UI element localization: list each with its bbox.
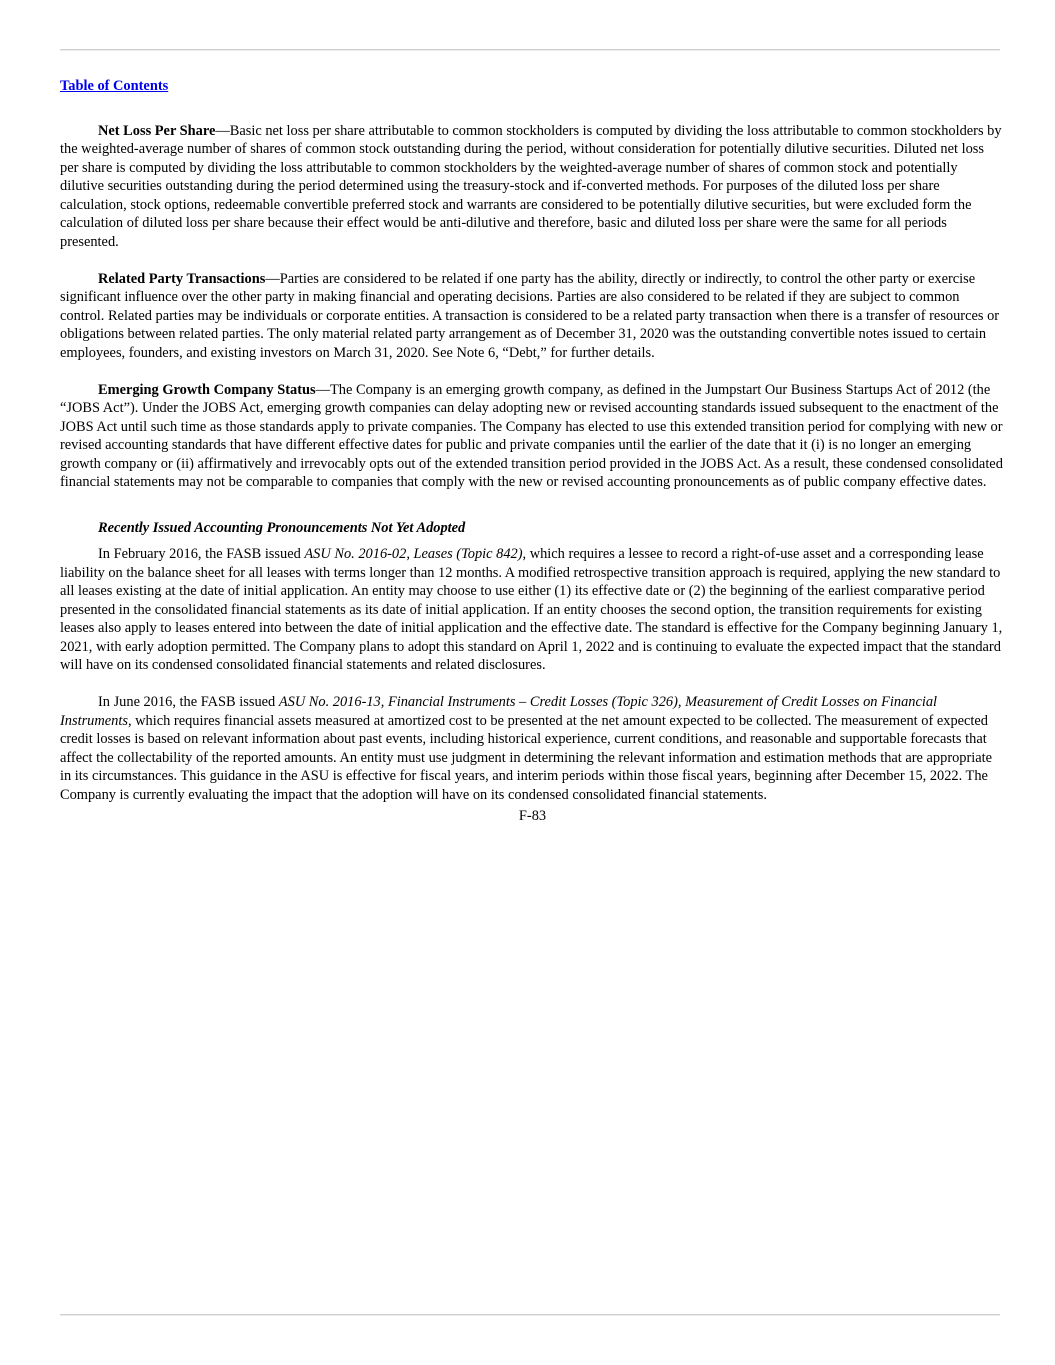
recent-pronouncements-heading: Recently Issued Accounting Pronouncements Not Yet Adopted — [98, 519, 466, 536]
egc-paragraph — [60, 381, 1005, 492]
egc-text: —The Company is an emerging growth company, as defined in the Jumpstart Our Business Startups Act of 2012 (the “JOBS Act”). Under the JOBS Act, emerging growth companies can delay adopting new or revised accounting standards issued subsequent to the enactment of the JOBS Act until such time as those standards apply to private companies. The Company has elected to use this extended transition period for complying with new or revised accounting standards that have different effective dates for public and private companies until the earlier of the date that it (i) is no longer an emerging growth company or (ii) affirmatively and irrevocably opts out of the extended transition period provided in the JOBS Act. As a result, these condensed consolidated financial statements may not be comparable to companies that comply with the new or revised accounting pronouncements as of public company effective dates. — [60, 381, 1003, 490]
document-body — [60, 77, 1005, 826]
related-party-paragraph — [60, 270, 1005, 363]
net-loss-paragraph — [60, 122, 1005, 252]
page-number: F-83 — [518, 808, 547, 824]
credit-losses-text: , which requires financial assets measured at amortized cost to be presented at the net amount expected to be collected. The measurement of expected credit losses is based on relevant information about past events, including historical experience, current conditions, and reasonable and supportable forecasts that affect the collectability of the reported amounts. An entity must use judgment in determining the relevant information and estimation methods that are appropriate in its circumstances. This guidance in the ASU is effective for fiscal years, and interim periods within those fiscal years, beginning after December 15, 2022. The Company is currently evaluating the impact that the adoption will have on its condensed consolidated financial statements. — [60, 712, 993, 803]
leases-text: , which requires a lessee to record a right-of-use asset and a corresponding lease liability on the balance sheet for all leases with terms longer than 12 months. A modified retrospective transition approach is required, applying the new standard to all leases existing at the date of initial application. An entity may choose to use either (1) its effective date or (2) the beginning of the earliest comparative period presented in the consolidated financial statements as its date of initial application. If an entity chooses the second option, the transition requirements for existing leases also apply to leases entered into between the date of initial application and the effective date. The standard is effective for the Company beginning January 1, 2021, with early adoption permitted. The Company plans to adopt this standard on April 1, 2022 and is continuing to evaluate the expected impact that the standard will have on its condensed consolidated financial statements and related disclosures. — [60, 546, 1003, 673]
egc-heading: Emerging Growth Company Status — [98, 381, 316, 398]
credit-losses-paragraph — [60, 693, 1005, 804]
leases-paragraph — [60, 545, 1005, 675]
related-party-text: —Parties are considered to be related if one party has the ability, directly or indirectly, to control the other party or exercise significant influence over the other party in making financial and operating decisions. Parties are also considered to be related if they are subject to common control. Related parties may be individuals or corporate entities. A transaction is considered to be a related party transaction when there is a transfer of resources or obligations between related parties. The only material related party arrangement as of December 31, 2020 was the outstanding convertible notes issued to certain employees, founders, and existing investors on March 31, 2020. See Note 6, “Debt,” for further details. — [60, 270, 1000, 361]
net-loss-text: —Basic net loss per share attributable to common stockholders is computed by dividing the loss attributable to common stockholders by the weighted-average number of shares of common stock outstanding during the period, without consideration for potentially dilutive securities. Diluted net loss per share is computed by dividing the loss attributable to common stockholders by the weighted-average number of shares of common stock and potentially dilutive securities outstanding during the period determined using the treasury-stock and if-converted methods. For purposes of the diluted loss per share calculation, stock options, redeemable convertible preferred stock and warrants are considered to be potentially dilutive securities, but were excluded form the calculation of diluted loss per share because their effect would be anti-dilutive and therefore, basic and diluted loss per share were the same for all periods presented. — [60, 122, 1002, 250]
net-loss-heading: Net Loss Per Share — [98, 122, 216, 139]
header-rule — [60, 49, 1000, 50]
table-of-contents-link[interactable]: Table of Contents — [60, 78, 169, 94]
credit-losses-intro: In June 2016, the FASB issued — [98, 694, 279, 710]
leases-intro: In February 2016, the FASB issued — [98, 546, 305, 562]
related-party-heading: Related Party Transactions — [98, 270, 266, 287]
footer-rule — [60, 1314, 1000, 1315]
credit-losses-asu-title: ASU No. 2016-13, Financial Instruments – Credit Losses (Topic 326), Measurement of Credit Losses on Financial Instruments — [60, 694, 938, 729]
leases-asu-title: ASU No. 2016-02, Leases (Topic 842) — [304, 546, 523, 562]
